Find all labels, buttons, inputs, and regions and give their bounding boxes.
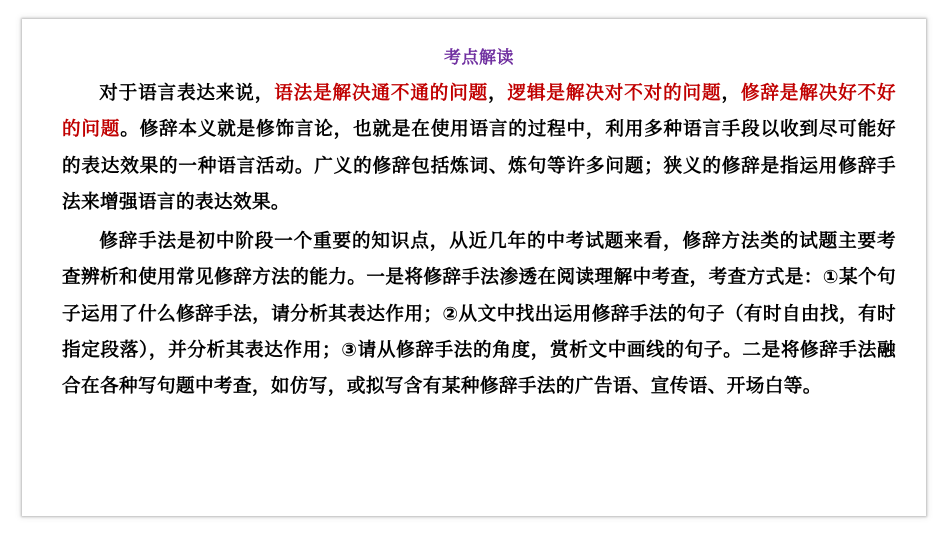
highlight-grammar: 语法是解决通不通的问题 [274, 83, 489, 104]
paragraph-1 [62, 76, 896, 221]
paragraph-1-intro: 对于语言表达来说， [99, 83, 275, 104]
paragraph-1-body: 。修辞本义就是修饰言论，也就是在使用语言的过程中，利用多种语言手段以收到尽可能好的表达效果的一种语言活动。广义的修辞包括炼词、炼句等许多问题；狭义的修辞是指运用修辞手法来增强语言的表达效果。 [62, 119, 896, 213]
paragraph-2: 修辞手法是初中阶段一个重要的知识点，从近几年的中考试题来看，修辞方法类的试题主要考查辨析和使用常见修辞方法的能力。一是将修辞手法渗透在阅读理解中考查，考查方式是：①某个句子运用了什么修辞手法，请分析其表达作用；②从文中找出运用修辞手法的句子（有时自由找，有时指定段落），并分析其表达作用；③请从修辞手法的角度，赏析文中画线的句子。二是将修辞手法融合在各种写句题中考查，如仿写，或拟写含有某种修辞手法的广告语、宣传语、开场白等。 [62, 231, 896, 398]
page-title: 考点解读 [444, 48, 514, 68]
paragraph-1-separator-2: ， [721, 83, 741, 104]
highlight-logic: 逻辑是解决对不对的问题 [507, 83, 722, 104]
paragraph-1-separator-1: ， [488, 83, 508, 104]
slide-frame [22, 19, 926, 516]
highlight-rhetoric: 修辞是解决好不好的问题 [62, 83, 896, 141]
slide-content [62, 19, 896, 406]
